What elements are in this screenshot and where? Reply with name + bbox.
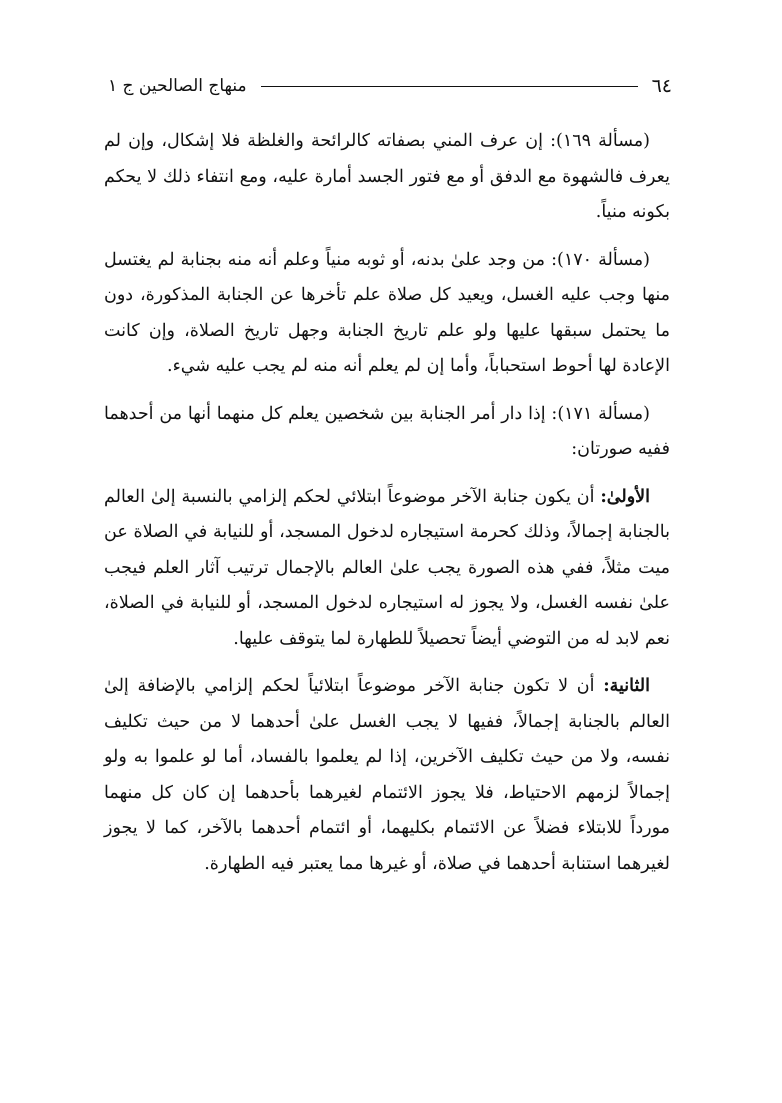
- paragraph-case-first: [104, 480, 670, 658]
- paragraph-text: (مسألة ١٧٠): من وجد علىٰ بدنه، أو ثوبه منياً وعلم أنه منه بجنابة لم يغتسل منها وجب عليه الغسل، ويعيد كل صلاة علم تأخرها عن الجنابة المذكورة، دون ما يحتمل سبقها عليها ولو علم تاريخ الجنابة وجهل تاريخ الصلاة، وإن كانت الإعادة لها أحوط استحباباً، وأما إن لم يعلم أنه منه لم يجب عليه شيء.: [104, 249, 670, 376]
- paragraph-text: أن يكون جنابة الآخر موضوعاً ابتلائي لحكم إلزامي بالنسبة إلىٰ العالم بالجنابة إجمالاً، وذلك كحرمة استيجاره لدخول المسجد، أو للنيابة في الصلاة عن ميت مثلاً، ففي هذه الصورة يجب علىٰ العالم بالإجمال ترتيب آثار العلم فيجب علىٰ نفسه الغسل، ولا يجوز له استيجاره لدخول المسجد، أو للنيابة في الصلاة، نعم لابد له من التوضي أيضاً تحصيلاً للطهارة لما يتوقف عليها.: [104, 486, 670, 649]
- paragraph-lead: الثانية:: [603, 676, 650, 696]
- paragraph-masala-171: [104, 397, 670, 468]
- paragraph-text: (مسألة ١٦٩): إن عرف المني بصفاته كالرائحة والغلظة فلا إشكال، وإن لم يعرف فالشهوة مع الدفق أو مع فتور الجسد أمارة عليه، ومع انتفاء ذلك لا يحكم بكونه منياً.: [104, 131, 670, 222]
- paragraph-masala-169: [104, 124, 670, 231]
- page-body: [104, 124, 670, 894]
- paragraph-text: (مسألة ١٧١): إذا دار أمر الجنابة بين شخصين يعلم كل منهما أنها من أحدهما ففيه صورتان:: [104, 403, 670, 459]
- paragraph-masala-170: [104, 243, 670, 385]
- paragraph-text: أن لا تكون جنابة الآخر موضوعاً ابتلائياً لحكم إلزامي بالإضافة إلىٰ العالم بالجنابة إجمالاً، ففيها لا يجب الغسل علىٰ أحدهما لا من حيث تكليف نفسه، ولا من حيث تكليف الآخرين، إذا لم يعلموا بالفساد، أما لو علموا به ولو إجمالاً لزمهم الاحتياط، فلا يجوز الائتمام لغيرهما بأحدهما إن كان كل منهما مورداً للابتلاء فضلاً عن الائتمام بكليهما، أو ائتمام أحدهما بالآخر، كما لا يجوز لغيرهما استنابة أحدهما في صلاة، أو غيرها مما يعتبر فيه الطهارة.: [104, 676, 670, 874]
- header-rule: [261, 86, 638, 87]
- paragraph-lead: الأولىٰ:: [600, 486, 650, 507]
- paragraph-case-second: [104, 669, 670, 882]
- page-header: [108, 70, 672, 102]
- page-number: ٦٤: [651, 75, 672, 97]
- book-title: منهاج الصالحين ج ١: [108, 76, 247, 96]
